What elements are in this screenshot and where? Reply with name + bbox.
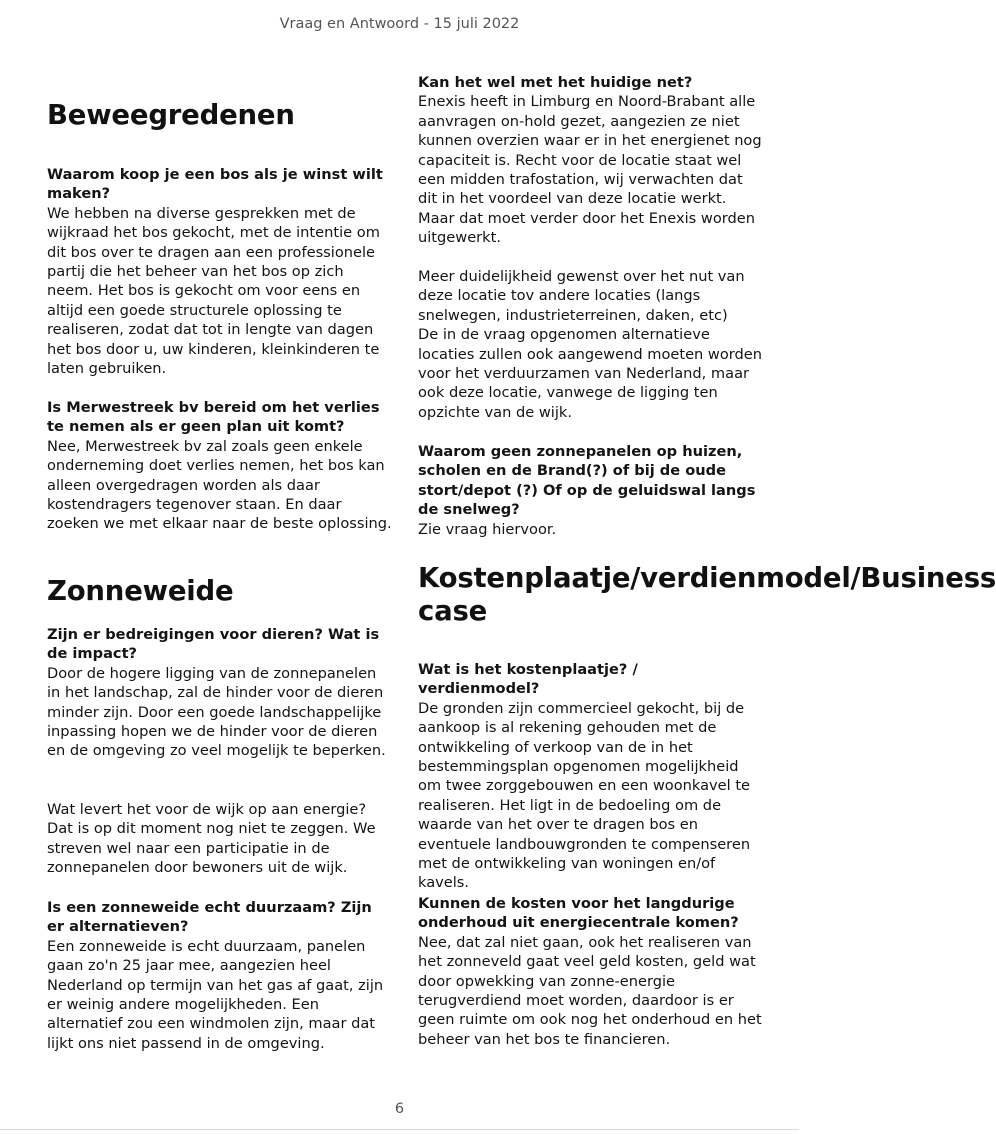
question: Kan het wel met het huidige net? (418, 74, 693, 91)
page-bottom-rule (0, 1129, 799, 1130)
answer: Een zonneweide is echt duurzaam, panelen gaan zo'n 25 jaar mee, aangezien heel Nederland op termijn van het gas af gaat, zijn er weinig andere mogelijkheden. Een alternatief zou een windmolen zijn, maar dat lijkt ons niet passend in de omgeving. (47, 937, 384, 1052)
answer: Nee, Merwestreek bv zal zoals geen enkele onderneming doet verlies nemen, het bos kan alleen overgedragen worden als daar kostendragers tegenover staan. En daar zoeken we met elkaar naar de beste oplossing. (47, 437, 392, 533)
answer: We hebben na diverse gesprekken met de wijkraad het bos gekocht, met de intentie om dit bos over te dragen aan een professionele partij die het beheer van het bos op zich neem. Het bos is gekocht om voor eens en altijd een goede structurele oplossing te realiseren, zodat dat tot in lengte van dagen het bos door u, uw kinderen, kleinkinderen te laten gebruiken. (47, 204, 380, 378)
question: Waarom geen zonnepanelen op huizen, scholen en de Brand(?) of bij de oude stort/depot (?) Of op de geluidswal langs de snelweg? (418, 443, 756, 519)
section-title-kostenplaatje: Kostenplaatje/verdienmodel/Business case (418, 562, 996, 627)
qa-item (47, 165, 392, 378)
answer: De gronden zijn commercieel gekocht, bij de aankoop is al rekening gehouden met de ontwikkeling of verkoop van de in het bestemmingsplan opgenomen mogelijkheid om twee zorggebouwen en een woonkavel te realiseren. Het ligt in de bedoeling om de waarde van het over te dragen bos en eventuele landbouwgronden te compenseren met de ontwikkeling van woningen en/of kavels. (418, 699, 751, 892)
answer: Nee, dat zal niet gaan, ook het realiseren van het zonneveld gaat veel geld kosten, geld wat door opwekking van zonne-energie terugverdiend moet worden, daardoor is er geen ruimte om ook nog het onderhoud en het beheer van het bos te financieren. (418, 933, 762, 1048)
answer: Enexis heeft in Limburg en Noord-Brabant alle aanvragen on-hold gezet, aangezien ze niet kunnen overzien waar er in het energienet nog capaciteit is. Recht voor de locatie staat wel een midden trafostation, wij verwachten dat dit in het voordeel van deze locatie werkt. Maar dat moet verder door het Enexis worden uitgewerkt. (418, 93, 762, 247)
qa-item (47, 800, 392, 878)
answer: Zie vraag hiervoor. (418, 520, 557, 538)
question: Is Merwestreek bv bereid om het verlies te nemen als er geen plan uit komt? (47, 399, 380, 436)
section-title-beweegredenen: Beweegredenen (47, 99, 295, 131)
page-number: 6 (394, 1101, 405, 1117)
qa-item (418, 660, 763, 893)
question-inline: Meer duidelijkheid gewenst over het nut van deze locatie tov andere locaties (langs snelwegen, industrieterreinen, daken, etc) (418, 268, 745, 324)
question: Wat is het kostenplaatje? / verdienmodel? (418, 661, 638, 698)
qa-item (418, 894, 763, 1049)
question-inline: Wat levert het voor de wijk op aan energie? (47, 801, 367, 818)
question: Is een zonneweide echt duurzaam? Zijn er alternatieven? (47, 899, 372, 936)
qa-item (418, 442, 763, 539)
answer: Dat is op dit moment nog niet te zeggen. We streven wel naar een participatie in de zonnepanelen door bewoners uit de wijk. (47, 820, 376, 877)
question: Kunnen de kosten voor het langdurige onderhoud uit energiecentrale komen? (418, 895, 739, 932)
qa-item (47, 398, 392, 534)
answer: Door de hogere ligging van de zonnepanelen in het landschap, zal de hinder voor de dieren minder zijn. Door een goede landschappelijke inpassing hopen we de hinder voor de dieren en de omgeving zo veel mogelijk te beperken. (47, 664, 386, 760)
page-header: Vraag en Antwoord - 15 juli 2022 (279, 16, 520, 32)
question: Zijn er bedreigingen voor dieren? Wat is de impact? (47, 626, 380, 663)
question: Waarom koop je een bos als je winst wilt maken? (47, 166, 383, 203)
section-title-zonneweide: Zonneweide (47, 575, 234, 607)
qa-item (47, 625, 392, 761)
qa-item (418, 267, 763, 422)
answer: De in de vraag opgenomen alternatieve locaties zullen ook aangewend moeten worden voor het verduurzamen van Nederland, maar ook deze locatie, vanwege de ligging ten opzichte van de wijk. (418, 326, 763, 421)
qa-item (47, 898, 392, 1053)
qa-item (418, 73, 763, 248)
